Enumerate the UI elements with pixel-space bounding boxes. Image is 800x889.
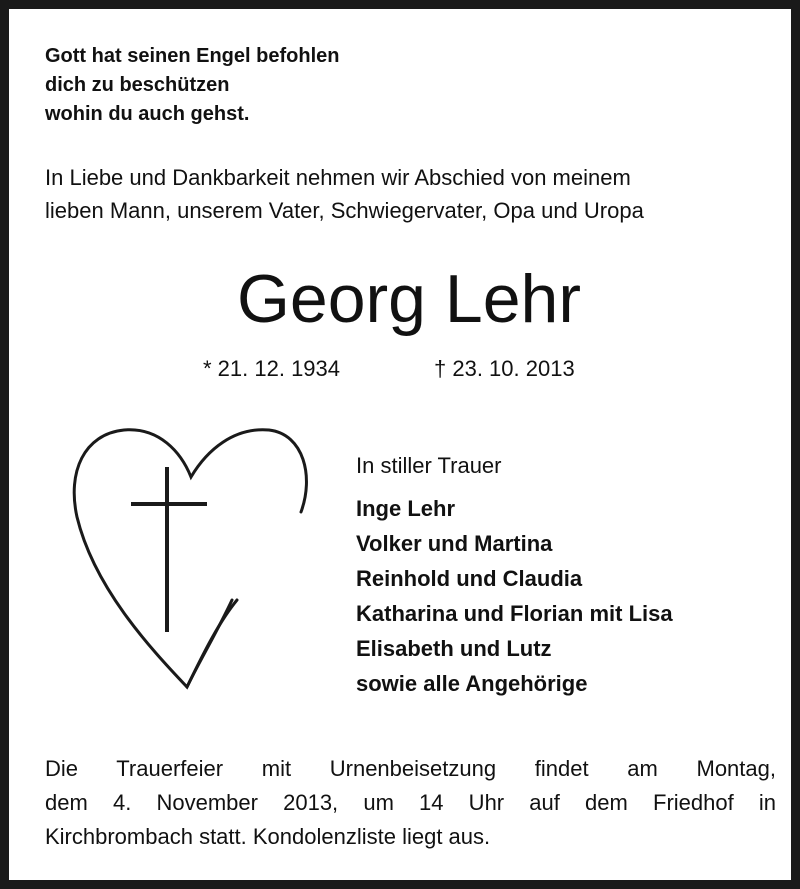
deceased-name: Georg Lehr: [237, 261, 581, 337]
mourning-label: In stiller Trauer: [356, 453, 502, 478]
heart-with-cross-icon: [69, 422, 319, 692]
mourner: Reinhold und Claudia: [356, 566, 583, 591]
heart-outline: [74, 430, 306, 687]
mourner: Inge Lehr: [356, 496, 456, 521]
verse-line: dich zu beschützen: [45, 74, 230, 96]
mourners-list: [356, 491, 673, 701]
ceremony-info: [45, 752, 776, 854]
heart-tail: [187, 600, 237, 687]
birth-date: * 21. 12. 1934: [203, 356, 341, 381]
ceremony-line: dem 4. November 2013, um 14 Uhr auf dem Friedhof in: [45, 790, 776, 815]
ceremony-line: Die Trauerfeier mit Urnenbeisetzung findet am Montag,: [45, 756, 776, 781]
verse-line: wohin du auch gehst.: [45, 103, 250, 125]
farewell-line: In Liebe und Dankbarkeit nehmen wir Abschied von meinem: [45, 165, 631, 190]
farewell-text: [45, 161, 785, 227]
verse-line: Gott hat seinen Engel befohlen: [45, 45, 340, 67]
mourner: Katharina und Florian mit Lisa: [356, 601, 673, 626]
mourner: sowie alle Angehörige: [356, 671, 588, 696]
mourner: Elisabeth und Lutz: [356, 636, 552, 661]
mourner: Volker und Martina: [356, 531, 553, 556]
death-date: † 23. 10. 2013: [434, 356, 575, 381]
farewell-line: lieben Mann, unserem Vater, Schwiegervater, Opa und Uropa: [45, 198, 644, 223]
bible-verse: [45, 42, 339, 129]
ceremony-line: Kirchbrombach statt. Kondolenzliste liegt aus.: [45, 824, 491, 849]
